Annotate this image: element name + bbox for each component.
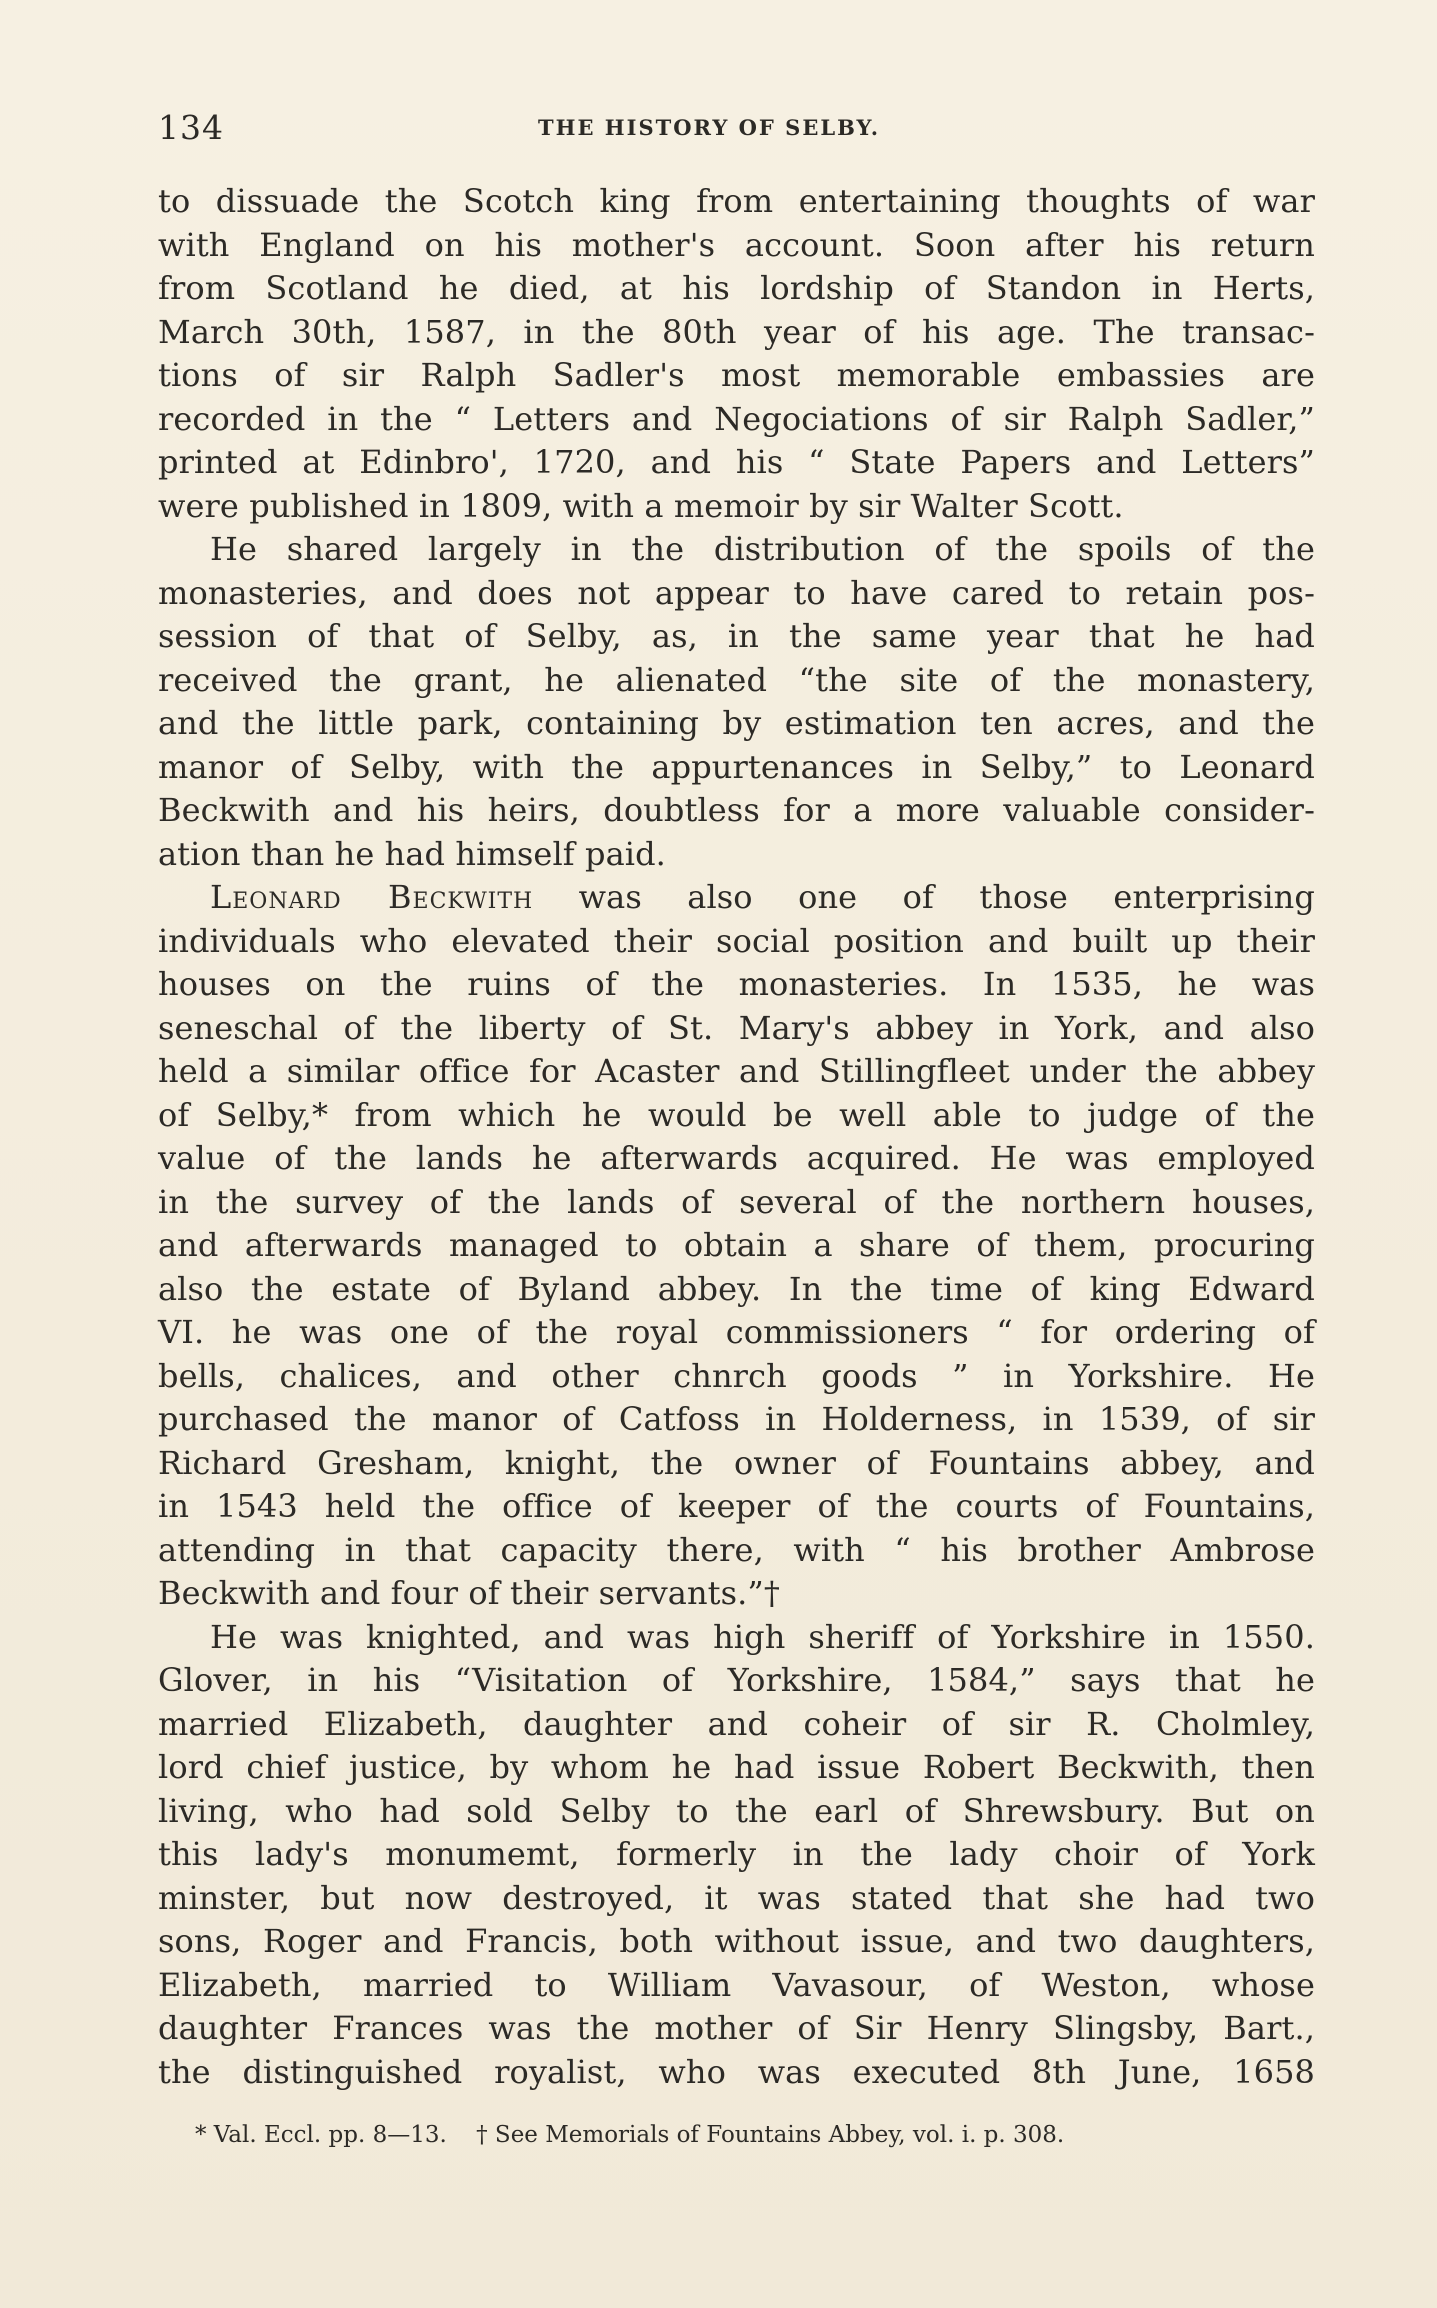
text-line: married Elizabeth, daughter and coheir of sir R. Cholmley, [158, 1704, 1315, 1743]
text-line: Glover, in his “Visitation of Yorkshire, 1584,” says that he [158, 1661, 1315, 1699]
text-line: in the survey of the lands of several of the northern houses, [158, 1182, 1315, 1221]
running-title: THE HISTORY OF SELBY. [538, 115, 881, 140]
text-line: sons, Roger and Francis, both without issue, and two daughters, [158, 1922, 1315, 1960]
text-line: manor of Selby, with the appurtenances in Selby,” to Leonard [158, 747, 1315, 786]
text-line: He shared largely in the distribution of the spoils of the [210, 530, 1315, 568]
text-line: houses on the ruins of the monasteries. In 1535, he was [158, 965, 1315, 1003]
text-line: with England on his mother's account. Soon after his return [158, 225, 1315, 264]
footnote-memorials-fountains: † See Memorials of Fountains Abbey, vol. i. p. 308. [476, 2122, 1065, 2148]
text-line: living, who had sold Selby to the earl of Shrewsbury. But on [158, 1791, 1315, 1830]
text-line: attending in that capacity there, with “ his brother Ambrose [158, 1530, 1315, 1569]
text-line: Elizabeth, married to William Vavasour, of Weston, whose [158, 1965, 1315, 2004]
text-line: received the grant, he alienated “the site of the monastery, [158, 660, 1315, 699]
text-line: Beckwith and four of their servants.”† [158, 1574, 780, 1612]
text-line: in 1543 held the office of keeper of the courts of Fountains, [158, 1487, 1315, 1525]
text-line: bells, chalices, and other chnrch goods ” in Yorkshire. He [158, 1356, 1315, 1395]
text-line: ation than he had himself paid. [158, 834, 666, 873]
text-line: from Scotland he died, at his lordship of Standon in Herts, [158, 269, 1315, 307]
text-line: recorded in the “ Letters and Negociations of sir Ralph Sadler,” [158, 399, 1315, 438]
text-line: VI. he was one of the royal commissioners “ for ordering of [158, 1313, 1315, 1351]
text-line: individuals who elevated their social position and built up their [158, 921, 1315, 960]
text-line: monasteries, and does not appear to have cared to retain pos- [158, 573, 1315, 612]
leonard-beckwith-name: Leonard Beckwith [210, 878, 534, 916]
footnote-val-eccl: * Val. Eccl. pp. 8—13. [195, 2122, 447, 2148]
text-line: the distinguished royalist, who was executed 8th June, 1658 [158, 2052, 1315, 2091]
text-line: tions of sir Ralph Sadler's most memorable embassies are [158, 356, 1315, 394]
text-line: were published in 1809, with a memoir by sir Walter Scott. [158, 486, 1124, 525]
text-line: purchased the manor of Catfoss in Holderness, in 1539, of sir [158, 1400, 1315, 1438]
text-line: minster, but now destroyed, it was stated that she had two [158, 1878, 1315, 1917]
text-line: this lady's monumemt, formerly in the lady choir of York [158, 1835, 1315, 1873]
text-line: also the estate of Byland abbey. In the time of king Edward [158, 1269, 1315, 1308]
text-line: printed at Edinbro', 1720, and his “ State Papers and Letters” [158, 443, 1315, 481]
text-line: daughter Frances was the mother of Sir Henry Slingsby, Bart., [158, 2009, 1315, 2047]
text-line: lord chief justice, by whom he had issue Robert Beckwith, then [158, 1748, 1315, 1786]
text-line: session of that of Selby, as, in the same year that he had [158, 617, 1315, 655]
page-number: 134 [158, 108, 224, 147]
text-line: Beckwith and his heirs, doubtless for a more valuable consider- [158, 791, 1315, 829]
text-line: to dissuade the Scotch king from entertaining thoughts of war [158, 182, 1315, 220]
text-line: held a similar office for Acaster and Stillingfleet under the abbey [158, 1052, 1315, 1090]
text-line: of Selby,* from which he would be well able to judge of the [158, 1095, 1315, 1134]
text-line: March 30th, 1587, in the 80th year of his age. The transac- [158, 312, 1315, 351]
text-line: and the little park, containing by estimation ten acres, and the [158, 704, 1315, 742]
text-line-remainder: was also one of those enterprising [578, 878, 1315, 916]
text-line: seneschal of the liberty of St. Mary's abbey in York, and also [158, 1008, 1315, 1047]
text-line: and afterwards managed to obtain a share of them, procuring [158, 1226, 1315, 1264]
text-line: He was knighted, and was high sheriff of Yorkshire in 1550. [210, 1617, 1315, 1656]
body-text [158, 180, 1315, 2094]
text-line: value of the lands he afterwards acquired. He was employed [158, 1139, 1315, 1177]
running-head [158, 108, 1308, 148]
text-line: Richard Gresham, knight, the owner of Fountains abbey, and [158, 1443, 1315, 1482]
text-line-leonard [158, 876, 1315, 920]
footnotes [195, 2118, 1305, 2152]
